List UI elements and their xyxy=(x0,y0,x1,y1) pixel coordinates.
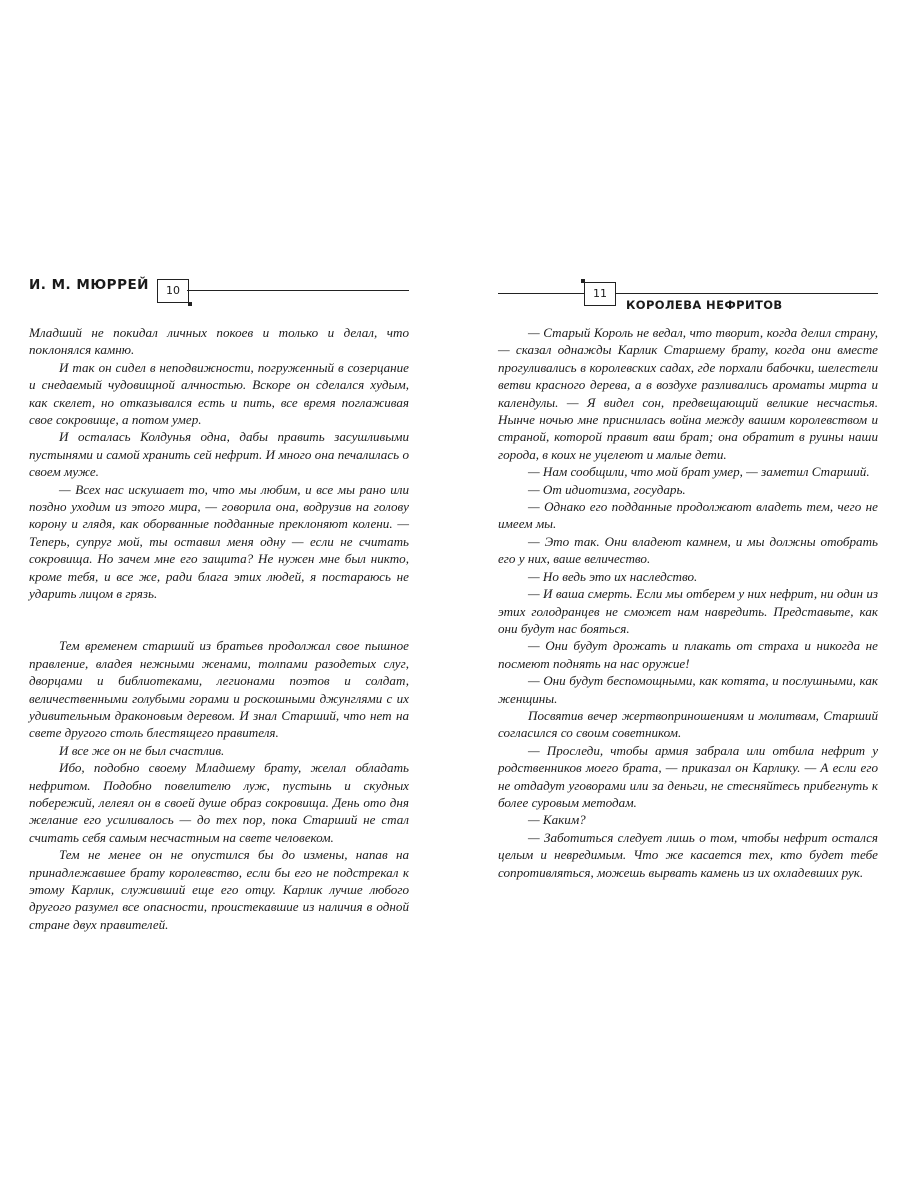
paragraph: — Однако его подданные продолжают владеть тем, чего не имеем мы. xyxy=(498,499,878,532)
right-page-header xyxy=(498,276,878,310)
paragraph: Ибо, подобно своему Младшему брату, желал обладать нефритом. Подобно повелителю луж, пустынь и скудных побережий, лелеял он в своей душе образ сокровища. День ото дня желание его усиливалось — до тех пор, пока Старший не стал считать себя самым несчастным на свете человеком. xyxy=(29,760,409,845)
running-head-title: КОРОЛЕВА НЕФРИТОВ xyxy=(626,298,783,312)
paragraph: — Они будут дрожать и плакать от страха и никогда не посмеют поднять на нас оружие! xyxy=(498,638,878,671)
paragraph: И так он сидел в неподвижности, погруженный в созерцание и снедаемый чудовищной алчностью. Вскоре он сделался худым, как скелет, но отказывался есть и пить, все время поглаживая свое сокровище, а потом умер. xyxy=(29,359,409,428)
paragraph: — Они будут беспомощными, как котята, и послушными, как женщины. xyxy=(498,673,878,706)
page-number-right: 11 xyxy=(584,282,616,306)
right-page xyxy=(498,276,878,880)
paragraph: — Каким? xyxy=(528,812,586,828)
paragraph: И все же он не был счастлив. xyxy=(59,742,225,758)
paragraph: И осталась Колдунья одна, дабы править засушливыми пустынями и самой хранить сей нефрит. И много она печалилась о своем муже. xyxy=(29,429,409,480)
paragraph: — Но ведь это их наследство. xyxy=(528,568,698,584)
paragraph: Тем временем старший из братьев продолжал свое пышное правление, владея нежными женами, толпами разодетых слуг, дворцами и библиотеками, легионами поэтов и солдат, величественными голубыми горами и роскошными джунглями с их удивительным драконовым деревом. И знал Старший, что нет на свете другого столь блестящего правителя. xyxy=(29,638,409,741)
section-break xyxy=(29,603,409,620)
left-page-header xyxy=(29,276,409,310)
right-page-body xyxy=(498,324,878,881)
header-rule-right xyxy=(498,293,878,294)
running-head-author: И. М. МЮРРЕЙ xyxy=(29,277,149,293)
paragraph: — Всех нас искушает то, что мы любим, и все мы рано или поздно уходим из этого мира, — говорила она, водрузив на голову корону и глядя, как оборванные подданные преклоняют колени. — Теперь, супруг мой, ты оставил меня одну — если не считать сокровища. Но зачем мне его защита? Не нужен мне был никто, кроме тебя, и все же, ради блага этих людей, я постараюсь не ударить лицом в грязь. xyxy=(29,481,409,602)
header-rule-left xyxy=(187,290,409,291)
paragraph: Посвятив вечер жертвоприношениям и молитвам, Старший согласился со своим советником. xyxy=(498,707,878,741)
paragraph: Младший не покидал личных покоев и только и делал, что поклонялся камню. xyxy=(29,325,409,358)
paragraph: — Старый Король не ведал, что творит, когда делил страну, — сказал однажды Карлик Старшему брату, когда они вместе прогуливались в королевских садах, где порхали бабочки, шелестели ветви красного дерева, а в воздухе разливались ароматы мирта и календулы. — Я видел сон, предвещающий великие несчастья. Нынче ночью мне приснилась война между вашим королевством и страной, которой правит ваш брат; она обратит в руины наши города, в коих не уцелеют и малые дети. xyxy=(498,325,878,462)
paragraph: — От идиотизма, государь. xyxy=(528,481,686,497)
left-page-body xyxy=(29,324,409,933)
paragraph: — Это так. Они владеют камнем, и мы должны отобрать его у них, ваше величество. xyxy=(498,533,878,567)
paragraph: — Заботиться следует лишь о том, чтобы нефрит остался целым и невредимым. Что же касается тех, кто будет тебе сопротивляться, можешь вырвать камень из их охладевших рук. xyxy=(498,829,878,880)
paragraph: — Проследи, чтобы армия забрала или отбила нефрит у родственников моего брата, — приказал он Карлику. — А если его не отдадут уговорами или за деньги, не стесняйтесь прибегнуть к более суровым методам. xyxy=(498,742,878,810)
paragraph: — И ваша смерть. Если мы отберем у них нефрит, ни один из этих голодранцев не сможет нам навредить. Представьте, как они будут нас бояться. xyxy=(498,586,878,636)
paragraph: Тем не менее он не опустился бы до измены, напав на принадлежавшее брату королевство, если бы его не подстрекал к этому Карлик, служивший еще его отцу. Карлик лучше любого другого разумел все опасности, проистекавшие из наличия в одной стране двух правителей. xyxy=(29,847,409,932)
page-number-left: 10 xyxy=(157,279,189,303)
left-page xyxy=(29,276,409,932)
paragraph: — Нам сообщили, что мой брат умер, — заметил Старший. xyxy=(528,464,870,480)
section-break xyxy=(29,620,409,637)
